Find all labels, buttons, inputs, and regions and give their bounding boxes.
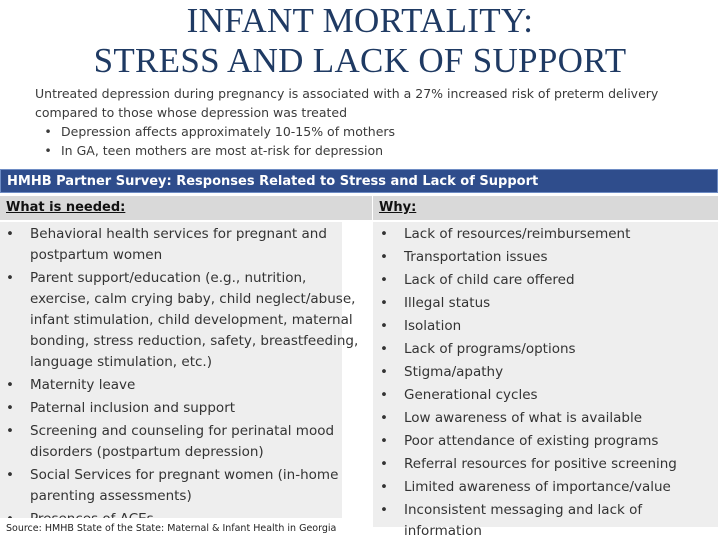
bullet-icon: • [380, 272, 388, 288]
list-item: • Screening and counseling for perinatal mood disorders (postpartum depression) [2, 421, 364, 463]
bullet-icon: • [6, 377, 14, 393]
bullet-icon: • [44, 124, 52, 139]
bullet-icon: • [6, 423, 14, 439]
list-item: • Referral resources for positive screening [376, 454, 716, 475]
bullet-icon: • [380, 433, 388, 449]
intro-bullet: • In GA, teen mothers are most at-risk for depression [35, 141, 705, 160]
list-item: • Lack of resources/reimbursement [376, 224, 716, 245]
list-item: • Maternity leave [2, 375, 364, 396]
list-item: • Inconsistent messaging and lack of information [376, 500, 716, 542]
list-item: • Parent support/education (e.g., nutrition, exercise, calm crying baby, child neglect/abuse, infant stimulation, child development, maternal bonding, stress reduction, safety, breastfeeding, language stimulation, etc.) [2, 268, 364, 373]
why-header: Why: [373, 196, 718, 220]
bullet-icon: • [380, 364, 388, 380]
bullet-icon: • [380, 341, 388, 357]
list-item: • Transportation issues [376, 247, 716, 268]
list-item: • Isolation [376, 316, 716, 337]
bullet-icon: • [380, 387, 388, 403]
list-item: • Generational cycles [376, 385, 716, 406]
bullet-icon: • [380, 226, 388, 242]
intro-block [35, 84, 705, 160]
bullet-icon: • [380, 249, 388, 265]
list-item: • Low awareness of what is available [376, 408, 716, 429]
intro-text: Untreated depression during pregnancy is associated with a 27% increased risk of preterm delivery compared to those whose depression was treated [35, 86, 659, 120]
bullet-icon: • [380, 502, 388, 518]
bullet-icon: • [380, 456, 388, 472]
bullet-icon: • [380, 318, 388, 334]
bullet-icon: • [44, 143, 52, 158]
bullet-icon: • [6, 270, 14, 286]
list-item: • Behavioral health services for pregnant and postpartum women [2, 224, 364, 266]
needed-list [2, 224, 364, 532]
list-item: • Stigma/apathy [376, 362, 716, 383]
bullet-icon: • [6, 226, 14, 242]
bullet-icon: • [380, 295, 388, 311]
list-item: • Paternal inclusion and support [2, 398, 364, 419]
intro-bullet: • Depression affects approximately 10-15% of mothers [35, 122, 705, 141]
source-note: Source: HMHB State of the State: Maternal & Infant Health in Georgia [0, 518, 342, 540]
needed-header: What is needed: [0, 196, 372, 220]
why-list [376, 224, 716, 544]
list-item: • Lack of programs/options [376, 339, 716, 360]
slide-title-line2: STRESS AND LACK OF SUPPORT [93, 41, 627, 80]
survey-banner: HMHB Partner Survey: Responses Related to Stress and Lack of Support [0, 169, 718, 193]
bullet-icon: • [380, 410, 388, 426]
list-item: • Lack of child care offered [376, 270, 716, 291]
bullet-icon: • [6, 467, 14, 483]
slide-title-line1: INFANT MORTALITY: [186, 1, 534, 40]
list-item: • Illegal status [376, 293, 716, 314]
bullet-icon: • [6, 400, 14, 416]
list-item: • Poor attendance of existing programs [376, 431, 716, 452]
bullet-icon: • [380, 479, 388, 495]
list-item: • Social Services for pregnant women (in-home parenting assessments) [2, 465, 364, 507]
list-item: • Limited awareness of importance/value [376, 477, 716, 498]
